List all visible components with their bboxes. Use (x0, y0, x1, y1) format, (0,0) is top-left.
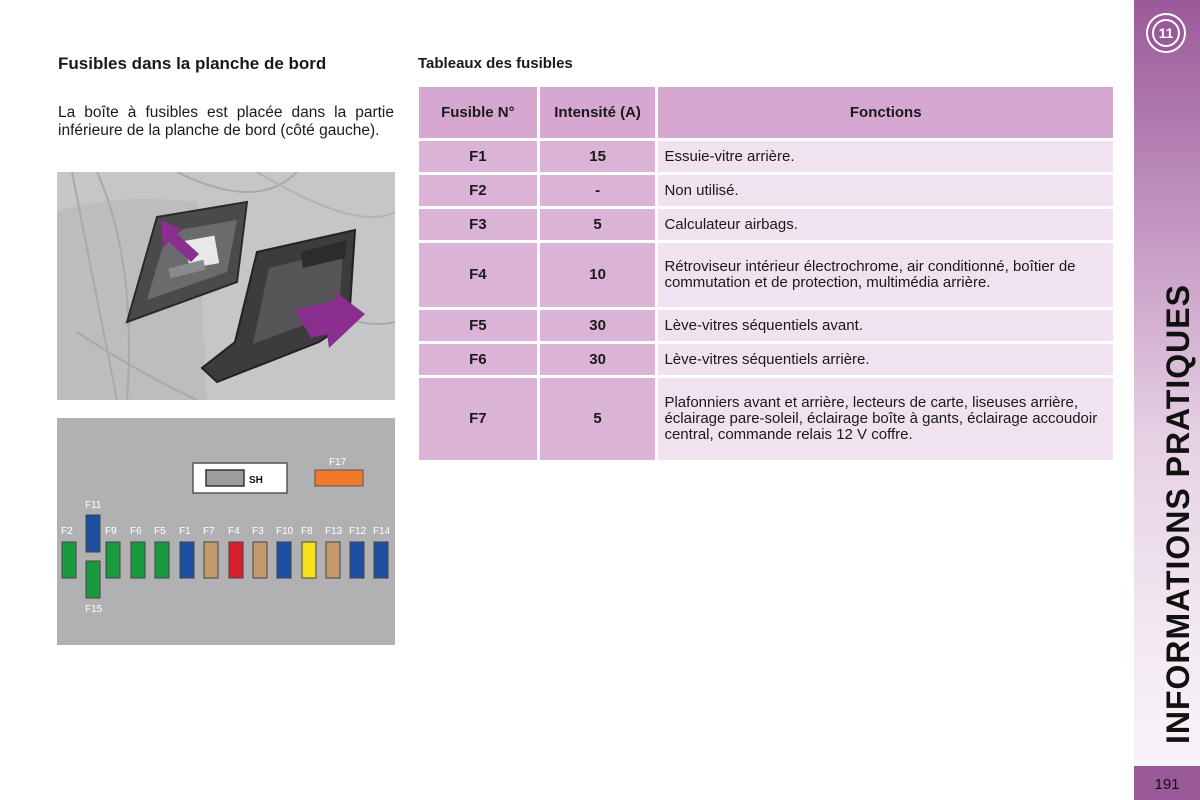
fuse-label-f17: F17 (329, 457, 347, 468)
fuse-f6 (131, 542, 145, 578)
table-row (419, 344, 1113, 375)
table-row (419, 141, 1113, 172)
chapter-number: 11 (1152, 19, 1180, 47)
fuse-function: Calculateur airbags. (658, 209, 1113, 240)
fuse-label-f13: F13 (325, 526, 343, 537)
header-intensity: Intensité (A) (540, 87, 656, 138)
fuse-table (416, 84, 1116, 463)
chapter-badge (1146, 13, 1186, 53)
fuse-amperage: 10 (540, 243, 656, 307)
header-functions: Fonctions (658, 87, 1113, 138)
fuse-function: Lève-vitres séquentiels avant. (658, 310, 1113, 341)
fuse-function: Non utilisé. (658, 175, 1113, 206)
fuse-label-f14: F14 (373, 526, 391, 537)
fuse-f5 (155, 542, 169, 578)
page-number: 191 (1134, 766, 1200, 800)
fuse-label-f9: F9 (105, 526, 117, 537)
fuse-f8 (302, 542, 316, 578)
fuse-function: Essuie-vitre arrière. (658, 141, 1113, 172)
table-row (419, 243, 1113, 307)
section-heading: Fusibles dans la planche de bord (58, 54, 327, 73)
fuse-f4 (229, 542, 243, 578)
fuse-f13 (326, 542, 340, 578)
fuse-function: Lève-vitres séquentiels arrière. (658, 344, 1113, 375)
fuse-number: F1 (419, 141, 537, 172)
shunt-label: SH (249, 475, 263, 486)
fuse-f2 (62, 542, 76, 578)
fuse-layout-diagram (57, 418, 395, 645)
fuse-f11 (86, 515, 100, 552)
fuse-label-f2: F2 (61, 526, 73, 537)
fuse-label-f10: F10 (276, 526, 294, 537)
table-title: Tableaux des fusibles (418, 55, 573, 72)
fuse-number: F5 (419, 310, 537, 341)
table-row (419, 378, 1113, 460)
fuse-amperage: 5 (540, 209, 656, 240)
fuse-label-f11: F11 (85, 500, 102, 511)
fuse-number: F6 (419, 344, 537, 375)
fuse-amperage: 30 (540, 310, 656, 341)
fuse-number: F3 (419, 209, 537, 240)
fuse-f3 (253, 542, 267, 578)
fuse-f17 (315, 470, 363, 486)
chapter-title: INFORMATIONS PRATIQUES (1160, 284, 1196, 744)
fuse-number: F2 (419, 175, 537, 206)
fuse-amperage: 15 (540, 141, 656, 172)
fuse-number: F7 (419, 378, 537, 460)
fuse-label-f4: F4 (228, 526, 240, 537)
fuse-function: Rétroviseur intérieur électrochrome, air conditionné, boîtier de commutation et de protection, multimédia arrière. (658, 243, 1113, 307)
fuse-amperage: 30 (540, 344, 656, 375)
fuse-label-f7: F7 (203, 526, 215, 537)
shunt-fuse (206, 470, 244, 486)
fuse-f9 (106, 542, 120, 578)
header-fuse: Fusible N° (419, 87, 537, 138)
fuse-f14 (374, 542, 388, 578)
fuse-label-f1: F1 (179, 526, 191, 537)
table-row (419, 209, 1113, 240)
fuse-label-f5: F5 (154, 526, 166, 537)
fuse-label-f6: F6 (130, 526, 142, 537)
fuse-label-f3: F3 (252, 526, 264, 537)
fuse-amperage: 5 (540, 378, 656, 460)
fuse-amperage: - (540, 175, 656, 206)
fusebox-location-illustration (57, 172, 395, 400)
fuse-label-f12: F12 (349, 526, 367, 537)
fuse-label-f8: F8 (301, 526, 313, 537)
table-row (419, 310, 1113, 341)
fuse-function: Plafonniers avant et arrière, lecteurs de carte, liseuses arrière, éclairage pare-soleil, éclairage boîte à gants, éclairage accoudoir central, commande relais 12 V coffre. (658, 378, 1113, 460)
fuse-f15 (86, 561, 100, 598)
fuse-label-f15: F15 (85, 604, 103, 615)
fuse-number: F4 (419, 243, 537, 307)
fuse-f10 (277, 542, 291, 578)
fuse-f7 (204, 542, 218, 578)
fuse-f12 (350, 542, 364, 578)
fuse-f1 (180, 542, 194, 578)
intro-paragraph: La boîte à fusibles est placée dans la partie inférieure de la planche de bord (côté gauche). (58, 104, 394, 139)
table-row (419, 175, 1113, 206)
